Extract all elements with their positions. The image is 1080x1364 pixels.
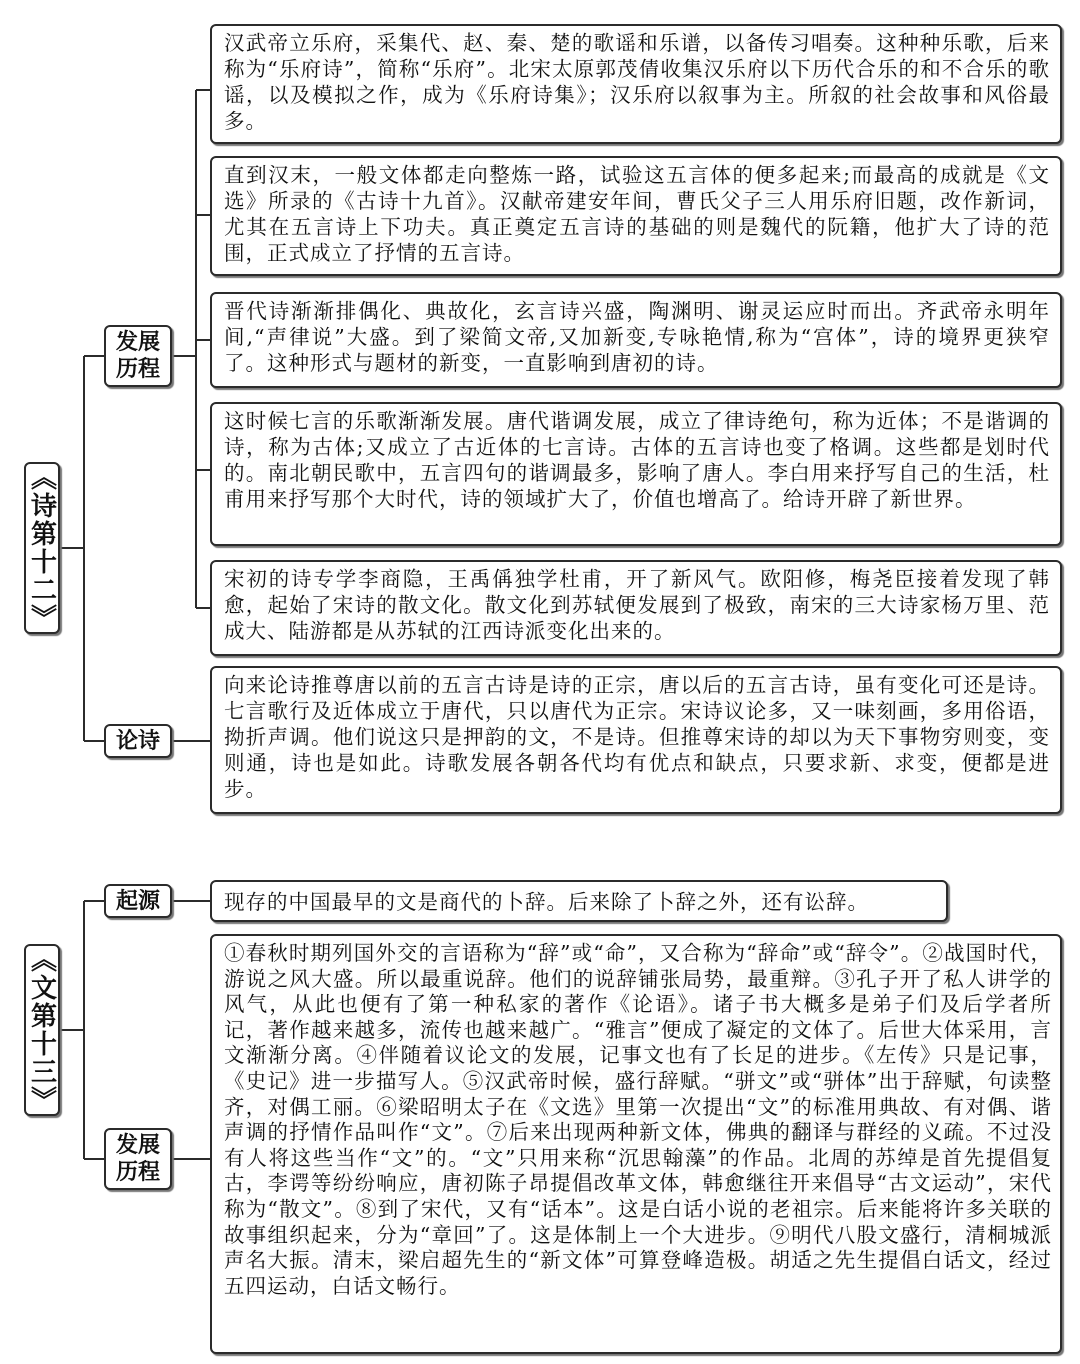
section1-dev-item-3: 晋代诗渐渐排偶化、典故化，玄言诗兴盛，陶渊明、谢灵运应时而出。齐武帝永明年间,“声律说”大盛。到了梁简文帝,又加新变,专咏艳情,称为“宫体”，诗的境界更狭窄了。这种形式与题材的新变，一直影响到唐初的诗。	[210, 292, 1062, 388]
section2-dev-item-1: ①春秋时期列国外交的言语称为“辞”或“命”，又合称为“辞命”或“辞令”。②战国时代，游说之风大盛。所以最重说辞。他们的说辞铺张局势，最重辩。③孔子开了私人讲学的风气，从此也便有了第一种私家的著作《论语》。诸子书大概多是弟子们及后学者所记，著作越来越多，流传也越来越广。“雅言”便成了凝定的文体了。后世大体采用，言文渐渐分离。④伴随着议论文的发展，记事文也有了长足的进步。《左传》只是记事，《史记》进一步描写人。⑤汉武帝时候，盛行辞赋。“骈文”或“骈体”出于辞赋，句读整齐，对偶工丽。⑥梁昭明太子在《文选》里第一次提出“文”的标准用典故、有对偶、谐声调的抒情作品叫作“文”。⑦后来出现两种新文体，佛典的翻译与群经的义疏。不过没有人将这些当作“文”的。“文”只用来称“沉思翰藻”的作品。北周的苏绰是首先提倡复古，李谔等纷纷响应，唐初陈子昂提倡改革文体，韩愈继往开来倡导“古文运动”，宋代称为“散文”。⑧到了宋代，又有“话本”。这是白话小说的老祖宗。后来能将许多关联的故事组织起来，分为“章回”了。这是体制上一个大进步。⑨明代八股文盛行，清桐城派声名大振。清末，梁启超先生的“新文体”可算登峰造极。胡适之先生提倡白话文，经过五四运动，白话文畅行。	[210, 934, 1062, 1354]
section1-dev-item-5: 宋初的诗专学李商隐，王禹偁独学杜甫，开了新风气。欧阳修，梅尧臣接着发现了韩愈，起始了宋诗的散文化。散文化到苏轼便发展到了极致，南宋的三大诗家杨万里、范成大、陆游都是从苏轼的江西诗派变化出来的。	[210, 560, 1062, 656]
section1-dev-item-4: 这时候七言的乐歌渐渐发展。唐代谐调发展，成立了律诗绝句，称为近体；不是谐调的诗，称为古体;又成立了古近体的七言诗。古体的五言诗也变了格调。这些都是划时代的。南北朝民歌中，五言四句的谐调最多，影响了唐人。李白用来抒写自己的生活，杜甫用来抒写那个大时代，诗的领域扩大了，价值也增高了。给诗开辟了新世界。	[210, 402, 1062, 546]
section1-title: 《诗第十二》	[24, 462, 60, 634]
branch-label: 论诗	[115, 728, 160, 754]
section1-branch-development	[104, 325, 172, 387]
section2-branch-origin	[104, 884, 172, 918]
section2-title: 《文第十三》	[24, 944, 60, 1116]
section1-discussion-item-1: 向来论诗推尊唐以前的五言古诗是诗的正宗，唐以后的五言古诗，虽有变化可还是诗。七言歌行及近体成立于唐代，只以唐代为正宗。宋诗议论多，又一味刻画，多用俗语，拗折声调。他们说这只是押韵的文，不是诗。但推尊宋诗的却以为天下事物穷则变，变则通，诗也是如此。诗歌发展各朝各代均有优点和缺点，只要求新、求变，便都是进步。	[210, 666, 1062, 814]
section1-dev-item-2: 直到汉末，一般文体都走向整炼一路，试验这五言体的便多起来;而最高的成就是《文选》所录的《古诗十九首》。汉献帝建安年间，曹氏父子三人用乐府旧题，改作新词，尤其在五言诗上下功夫。真正奠定五言诗的基础的则是魏代的阮籍，他扩大了诗的范围，正式成立了抒情的五言诗。	[210, 156, 1062, 276]
section2-branch-development	[104, 1128, 172, 1190]
branch-label: 起源	[115, 888, 160, 914]
section2-origin-item-1: 现存的中国最早的文是商代的卜辞。后来除了卜辞之外，还有讼辞。	[210, 880, 948, 922]
branch-label: 发展历程	[115, 1133, 160, 1185]
branch-label: 发展历程	[115, 330, 160, 382]
section1-branch-discussion	[104, 724, 172, 758]
section1-dev-item-1: 汉武帝立乐府，采集代、赵、秦、楚的歌谣和乐谱，以备传习唱奏。这种种乐歌，后来称为“乐府诗”，简称“乐府”。北宋太原郭茂倩收集汉乐府以下历代合乐的和不合乐的歌谣，以及模拟之作，成为《乐府诗集》；汉乐府以叙事为主。所叙的社会故事和风俗最多。	[210, 24, 1062, 144]
